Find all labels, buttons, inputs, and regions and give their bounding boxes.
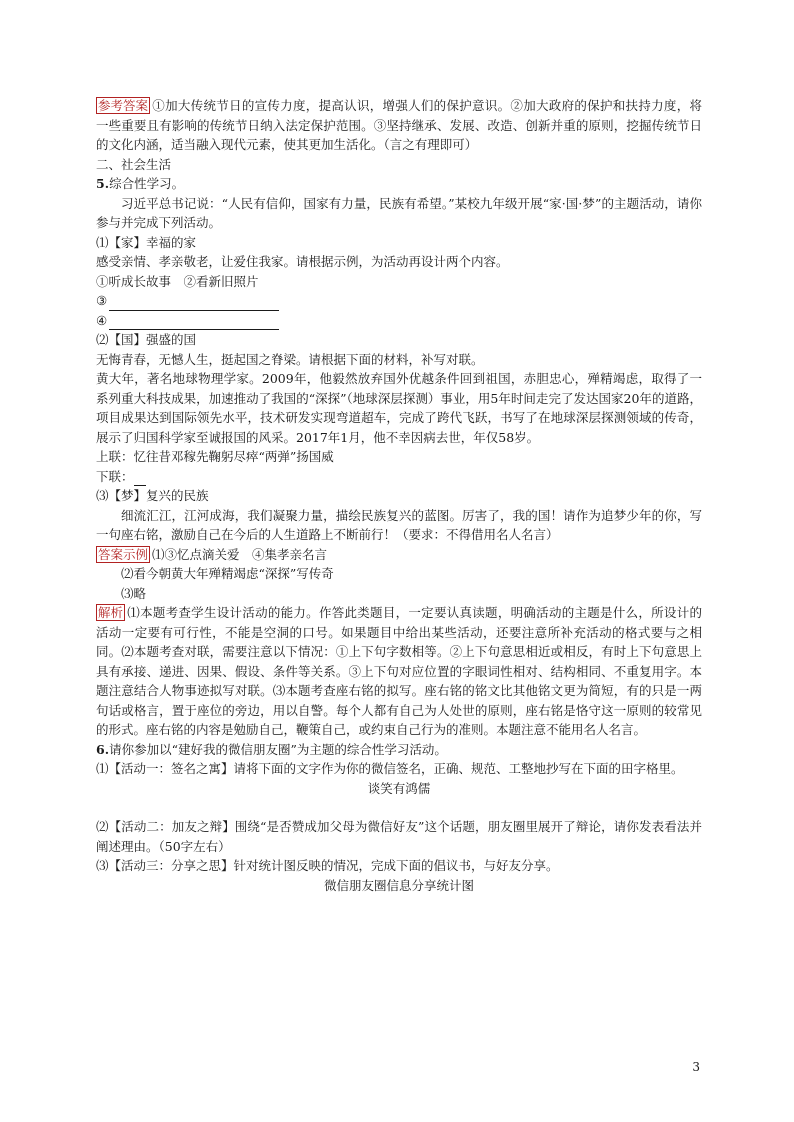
answer-line-4: [96, 311, 702, 331]
sample-answer-3: ⑶略: [121, 585, 147, 601]
question-5-heading: [96, 174, 702, 194]
analysis-paragraph: [96, 603, 702, 740]
part-2-instruction: 无悔青春，无憾人生，挺起国之脊梁。请根据下面的材料，补写对联。: [96, 351, 484, 367]
page-content: [96, 96, 702, 895]
spacer: [96, 798, 702, 817]
question-6-heading: [96, 740, 702, 760]
analysis-tag: 解析: [98, 605, 124, 620]
answer-paragraph: [96, 96, 702, 155]
reference-answer-tag: 参考答案: [98, 98, 149, 113]
question-5-intro: 习近平总书记说：“人民有信仰，国家有力量，民族有希望。”某校九年级开展“家·国·梦”的主题活动，请你参与并完成下列活动。: [96, 195, 702, 230]
upper-couplet: 上联：忆往昔邓稼先鞠躬尽瘁“两弹”扬国威: [96, 449, 334, 464]
signature-text: 谈笑有鸿儒: [367, 780, 431, 796]
question-number: 5.: [96, 176, 110, 191]
part-2-heading: ⑵【国】强盛的国: [96, 332, 197, 347]
sample-answer-tag: 答案示例: [98, 546, 149, 562]
answer-line-label: ③: [96, 293, 108, 308]
activity-2: ⑵【活动二：加友之辩】围绕“是否赞成加父母为微信好友”这个话题，朋友圈里展开了辩论，请你发表看法并阐述理由。（50字左右）: [96, 819, 702, 854]
section-heading: 二、社会生活: [96, 156, 172, 172]
answer-blank[interactable]: [109, 296, 279, 311]
answer-line-label: ④: [96, 312, 108, 328]
question-6-intro: 请你参加以“建好我的微信朋友圈”为主题的综合性学习活动。: [109, 741, 447, 757]
couplet-blank[interactable]: [134, 471, 146, 486]
page-number: 3: [692, 1060, 700, 1074]
part-3-instruction: 细流汇江，江河成海，我们凝聚力量，描绘民族复兴的蓝图。厉害了，我的国！请作为追梦少年的你，写一句座右铭，激励自己在今后的人生道路上不断前行！（要求：不得借用名人名言）: [96, 507, 702, 542]
question-title: 综合性学习。: [109, 176, 185, 191]
sample-answer-1: ⑴③忆点滴关爱 ④集孝亲名言: [152, 546, 328, 562]
reference-answer-text: ①加大传统节日的宣传力度，提高认识，增强人们的保护意识。②加大政府的保护和扶持力度，将一些重要且有影响的传统节日纳入法定保护范围。③坚持继承、发展、改造、创新并重的原则，挖掘传统节日的文化内涵，适当融入现代元素，使其更加生活化。（言之有理即可）: [96, 98, 702, 152]
part-1-heading: ⑴【家】幸福的家: [96, 234, 197, 250]
part-1-instruction: 感受亲情、孝亲敬老，让爱住我家。请根据示例，为活动再设计两个内容。: [96, 254, 509, 269]
part-2-material: 黄大年，著名地球物理学家。2009年，他毅然放弃国外优越条件回到祖国，赤胆忠心，殚精竭虑，取得了一系列重大科技成果，加速推动了我国的“深探”（地球深层探测）事业，用5年时间走完了发达国家20年的道路，项目成果达到国际领先水平，技术研发实现弯道超车，完成了跨代飞跃，书写了在地球深层探测领域的传奇，展示了归国科学家至诚报国的风采。2017年1月，他不幸因病去世，年仅58岁。: [96, 371, 702, 445]
answer-blank[interactable]: [109, 315, 279, 330]
activity-1: ⑴【活动一：签名之寓】请将下面的文字作为你的微信签名，正确、规范、工整地抄写在下面的田字格里。: [96, 761, 684, 776]
sample-answer-line: [96, 545, 702, 565]
lower-couplet-line: [96, 467, 702, 487]
chart-title: 微信朋友圈信息分享统计图: [323, 877, 474, 893]
analysis-text: ⑴本题考查学生设计活动的能力。作答此类题目，一定要认真读题，明确活动的主题是什么，所设计的活动一定要有可行性，不能是空洞的口号。如果题目中给出某些活动，还要注意所补充活动的格式要与之相同。⑵本题考查对联，需要注意以下情况：①上下句字数相等。②上下句意思相近或相反，有时上下句意思上具有承接、递进、因果、假设、条件等关系。③上下句对应位置的字眼词性相对、结构相同、不重复用字。本题注意结合人物事迹拟写对联。⑶本题考查座右铭的拟写。座右铭的铭文比其他铭文更为简短，有的只是一两句话或格言，置于座位的旁边，用以自警。每个人都有自己为人处世的原则，座右铭是恪守这一原则的较常见的形式。座右铭的内容是勉励自己，鞭策自己，或约束自己行为的准则。本题注意不能用名人名言。: [96, 605, 702, 737]
sample-answer-2: ⑵看今朝黄大年殚精竭虑“深探”写传奇: [121, 566, 334, 581]
activity-3: ⑶【活动三：分享之思】针对统计图反映的情况，完成下面的倡议书，与好友分享。: [96, 858, 559, 873]
part-3-heading: ⑶【梦】复兴的民族: [96, 488, 209, 503]
question-number: 6.: [96, 741, 110, 757]
answer-line-3: [96, 291, 702, 311]
lower-couplet-label: 下联：: [96, 468, 134, 484]
part-1-examples: ①听成长故事 ②看新旧照片: [96, 273, 259, 289]
